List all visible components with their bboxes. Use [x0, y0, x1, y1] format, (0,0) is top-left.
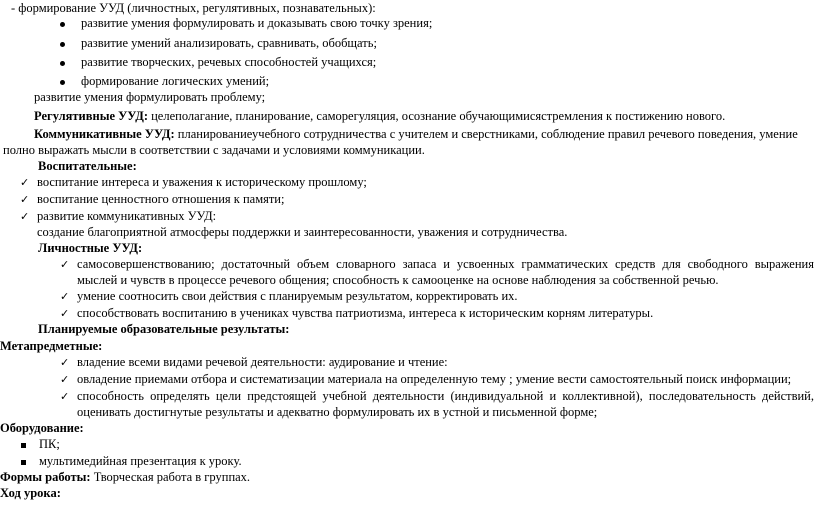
regulative-text: целеполагание, планирование, саморегуляция, осознание обучающимисястремления к постижению нового.: [147, 109, 726, 123]
list-item: способствовать воспитанию в учениках чувства патриотизма, интереса к историческим корням литературы.: [77, 306, 654, 320]
list-item: развитие умения формулировать и доказывать свою точку зрения;: [81, 16, 433, 30]
square-bullet-icon: [21, 454, 26, 469]
checkmark-icon: ✓: [60, 390, 70, 403]
list-item: умение соотносить свои действия с планируемым результатом, корректировать их.: [77, 289, 518, 303]
educational-extra: создание благоприятной атмосферы поддержки и заинтересованности, уважения и сотрудничества.: [37, 225, 568, 239]
communicative-label: Коммуникативные УУД:: [34, 127, 175, 141]
regulative-uud: [34, 109, 725, 124]
list-item: самосовершенствованию; достаточный объем словарного запаса и усвоенных грамматических средств для свободного выражения: [77, 257, 814, 271]
list-item: воспитание ценностного отношения к памяти;: [37, 192, 285, 206]
work-forms-label: Формы работы:: [0, 470, 91, 484]
list-item: мультимедийная презентация к уроку.: [39, 454, 242, 468]
meta-heading: Метапредметные:: [0, 339, 103, 353]
communicative-uud: [34, 127, 798, 142]
work-forms-text: Творческая работа в группах.: [90, 470, 251, 484]
bullet-dot-icon: [60, 16, 65, 31]
list-item: воспитание интереса и уважения к историческому прошлому;: [37, 175, 367, 189]
list-item: формирование логических умений;: [81, 74, 270, 88]
checkmark-icon: ✓: [20, 210, 30, 223]
lesson-course-heading: Ход урока:: [0, 486, 61, 500]
list-item: развитие умений анализировать, сравнивать, обобщать;: [81, 36, 377, 50]
checkmark-icon: ✓: [60, 373, 70, 386]
list-item: овладение приемами отбора и систематизации материала на определенную тему ; умение вести самостоятельный поиск информации;: [77, 372, 792, 386]
list-item-cont: мыслей и чувств в процессе речевого общения; способность к самооценке на основе наблюдения за собственной речью.: [77, 273, 719, 287]
regulative-label: Регулятивные УУД:: [34, 109, 148, 123]
list-item: развитие творческих, речевых способностей учащихся;: [81, 55, 377, 69]
checkmark-icon: ✓: [60, 258, 70, 271]
checkmark-icon: ✓: [60, 307, 70, 320]
communicative-text: планированиеучебного сотрудничества с учителем и сверстниками, соблюдение правил речевого поведения, умение: [174, 127, 798, 141]
list-item: ПК;: [39, 437, 60, 451]
square-bullet-icon: [21, 437, 26, 452]
checkmark-icon: ✓: [20, 176, 30, 189]
educational-heading: Воспитательные:: [38, 159, 137, 173]
checkmark-icon: ✓: [60, 290, 70, 303]
personal-heading: Личностные УУД:: [38, 241, 143, 255]
communicative-cont: полно выражать мысли в соответствии с задачами и условиями коммуникации.: [3, 143, 425, 157]
problem-line: развитие умения формулировать проблему;: [34, 90, 266, 104]
list-item: владение всеми видами речевой деятельности: аудирование и чтение:: [77, 355, 448, 369]
list-item-cont: оценивать достигнутые результаты и адекватно формулировать их в устной и письменной форме;: [77, 405, 598, 419]
bullet-dot-icon: [60, 74, 65, 89]
uud-formation-line: - формирование УУД (личностных, регулятивных, познавательных):: [11, 1, 376, 15]
bullet-dot-icon: [60, 36, 65, 51]
equipment-heading: Оборудование:: [0, 421, 84, 435]
checkmark-icon: ✓: [60, 356, 70, 369]
list-item: развитие коммуникативных УУД:: [37, 209, 217, 223]
list-item: способность определять цели предстоящей учебной деятельности (индивидуальной и коллективной), последовательность действий,: [77, 389, 814, 403]
bullet-dot-icon: [60, 55, 65, 70]
planned-results-heading: Планируемые образовательные результаты:: [38, 322, 290, 336]
checkmark-icon: ✓: [20, 193, 30, 206]
work-forms: [0, 470, 250, 485]
